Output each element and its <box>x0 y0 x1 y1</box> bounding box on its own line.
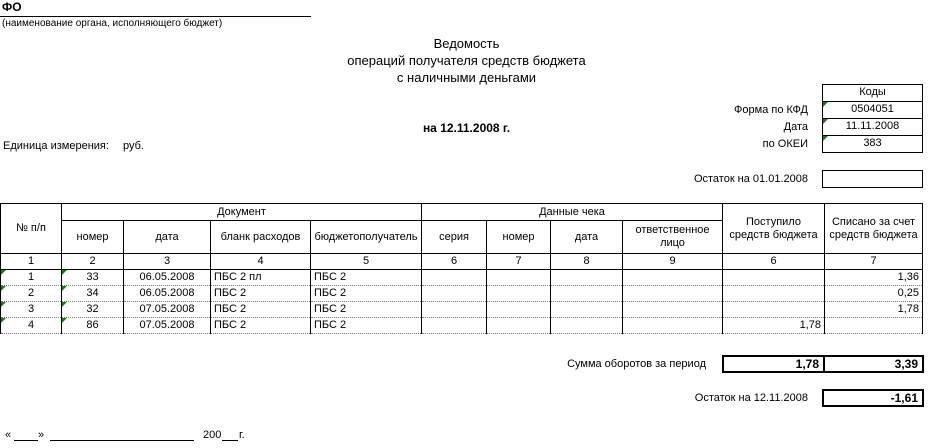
totals-label: Сумма оборотов за период <box>567 358 706 370</box>
row-recipient-cell[interactable]: ПБС 2 <box>311 286 422 302</box>
row-check-number-cell[interactable] <box>487 286 551 302</box>
balance-start-value[interactable] <box>822 170 923 188</box>
report-date-title: на 12.11.2008 г. <box>422 121 511 135</box>
row-doc-form-cell[interactable]: ПБС 2 <box>211 286 311 302</box>
cell-marker-icon <box>62 318 67 323</box>
col-number-cell: 7 <box>825 254 923 270</box>
col-number-cell: 2 <box>62 254 124 270</box>
footer-month-line[interactable] <box>50 440 194 441</box>
okei-label: по ОКЕИ <box>762 138 808 150</box>
cell-marker-icon <box>823 102 828 107</box>
row-check-date-cell[interactable] <box>551 270 623 286</box>
row-written-off-cell[interactable]: 1,36 <box>825 270 923 286</box>
balance-end-value[interactable]: -1,61 <box>822 389 924 407</box>
col-number-cell: 4 <box>211 254 311 270</box>
row-doc-date-cell[interactable]: 06.05.2008 <box>124 270 211 286</box>
balance-end-label: Остаток на 12.11.2008 <box>694 392 808 404</box>
row-received-cell[interactable] <box>723 270 825 286</box>
row-doc-number-cell[interactable]: 33 <box>62 270 124 286</box>
col-header-check-person: ответственное лицо <box>623 221 723 254</box>
footer-day-line[interactable] <box>14 440 38 441</box>
row-check-date-cell[interactable] <box>551 302 623 318</box>
cell-marker-icon <box>1 286 6 291</box>
cell-marker-icon <box>1 318 6 323</box>
row-num-cell[interactable]: 4 <box>1 318 62 334</box>
footer-year-line[interactable] <box>222 440 238 441</box>
date-code-cell[interactable]: 11.11.2008 <box>822 118 923 136</box>
row-recipient-cell[interactable]: ПБС 2 <box>311 318 422 334</box>
row-person-cell[interactable] <box>623 318 723 334</box>
row-doc-form-cell[interactable]: ПБС 2 <box>211 318 311 334</box>
cell-marker-icon <box>62 270 67 275</box>
cell-marker-icon <box>823 119 828 124</box>
row-person-cell[interactable] <box>623 286 723 302</box>
col-number-cell: 3 <box>124 254 211 270</box>
row-recipient-cell[interactable]: ПБС 2 <box>311 302 422 318</box>
col-header-received: Поступило средств бюджета <box>723 204 825 254</box>
okei-code-cell[interactable]: 383 <box>822 135 923 153</box>
row-num-cell[interactable]: 3 <box>1 302 62 318</box>
org-caption: (наименование органа, исполняющего бюджет) <box>2 18 223 29</box>
row-written-off-cell[interactable] <box>825 318 923 334</box>
col-header-doc-recipient: бюджетополучатель <box>311 221 422 254</box>
kfd-label: Форма по КФД <box>734 104 808 116</box>
org-name: ФО <box>2 0 22 14</box>
row-check-number-cell[interactable] <box>487 270 551 286</box>
col-header-check-date: дата <box>551 221 623 254</box>
col-number-cell: 7 <box>487 254 551 270</box>
date-label: Дата <box>783 121 808 133</box>
row-doc-number-cell[interactable]: 86 <box>62 318 124 334</box>
footer-year-text: 200 <box>203 429 222 441</box>
cell-marker-icon <box>823 136 828 141</box>
row-written-off-cell[interactable]: 1,78 <box>825 302 923 318</box>
doc-title-line-3: с наличными деньгами <box>396 70 537 85</box>
row-received-cell[interactable] <box>723 302 825 318</box>
col-number-cell: 8 <box>551 254 623 270</box>
kfd-code-cell[interactable]: 0504051 <box>822 101 923 119</box>
row-check-number-cell[interactable] <box>487 302 551 318</box>
col-number-cell: 6 <box>422 254 487 270</box>
row-person-cell[interactable] <box>623 270 723 286</box>
cell-marker-icon <box>1 270 6 275</box>
footer-quote-open: « <box>5 429 12 441</box>
row-check-series-cell[interactable] <box>422 302 487 318</box>
doc-title-line-2: операций получателя средств бюджета <box>347 53 586 68</box>
col-number-cell: 1 <box>1 254 62 270</box>
row-recipient-cell[interactable]: ПБС 2 <box>311 270 422 286</box>
table-row <box>1 302 923 318</box>
row-doc-number-cell[interactable]: 34 <box>62 286 124 302</box>
row-received-cell[interactable] <box>723 286 825 302</box>
row-received-cell[interactable]: 1,78 <box>723 318 825 334</box>
row-written-off-cell[interactable]: 0,25 <box>825 286 923 302</box>
col-number-cell: 6 <box>723 254 825 270</box>
totals-written-off-value[interactable]: 3,39 <box>823 355 924 373</box>
col-number-cell: 9 <box>623 254 723 270</box>
table-row <box>1 318 923 334</box>
row-num-cell[interactable]: 2 <box>1 286 62 302</box>
table-row <box>1 270 923 286</box>
row-check-date-cell[interactable] <box>551 318 623 334</box>
col-header-check-series: серия <box>422 221 487 254</box>
col-header-doc-number: номер <box>62 221 124 254</box>
footer-year-suffix: г. <box>239 429 245 441</box>
units-label: Единица измерения: <box>3 140 109 152</box>
units-value: руб. <box>123 140 144 152</box>
doc-title-line-1: Ведомость <box>433 36 500 51</box>
row-doc-date-cell[interactable]: 07.05.2008 <box>124 318 211 334</box>
group-header-document: Документ <box>62 204 422 221</box>
cell-marker-icon <box>62 286 67 291</box>
row-check-series-cell[interactable] <box>422 286 487 302</box>
col-header-written-off: Списано за счет средств бюджета <box>825 204 923 254</box>
operations-table <box>0 203 923 334</box>
col-header-num: № п/п <box>1 204 62 254</box>
group-header-check: Данные чека <box>422 204 723 221</box>
row-doc-form-cell[interactable]: ПБС 2 пл <box>211 270 311 286</box>
col-header-doc-form: бланк расходов <box>211 221 311 254</box>
col-number-cell: 5 <box>311 254 422 270</box>
row-doc-form-cell[interactable]: ПБС 2 <box>211 302 311 318</box>
totals-received-value[interactable]: 1,78 <box>722 355 825 373</box>
row-person-cell[interactable] <box>623 302 723 318</box>
balance-start-label: Остаток на 01.01.2008 <box>693 173 808 185</box>
row-doc-date-cell[interactable]: 07.05.2008 <box>124 302 211 318</box>
codes-header: Коды <box>822 84 923 102</box>
row-doc-date-cell[interactable]: 06.05.2008 <box>124 286 211 302</box>
row-check-number-cell[interactable] <box>487 318 551 334</box>
cell-marker-icon <box>1 302 6 307</box>
row-check-series-cell[interactable] <box>422 270 487 286</box>
row-check-date-cell[interactable] <box>551 286 623 302</box>
col-header-doc-date: дата <box>124 221 211 254</box>
table-row <box>1 286 923 302</box>
row-doc-number-cell[interactable]: 32 <box>62 302 124 318</box>
row-check-series-cell[interactable] <box>422 318 487 334</box>
col-header-check-number: номер <box>487 221 551 254</box>
row-num-cell[interactable]: 1 <box>1 270 62 286</box>
footer-quote-close: » <box>38 429 45 441</box>
cell-marker-icon <box>62 302 67 307</box>
